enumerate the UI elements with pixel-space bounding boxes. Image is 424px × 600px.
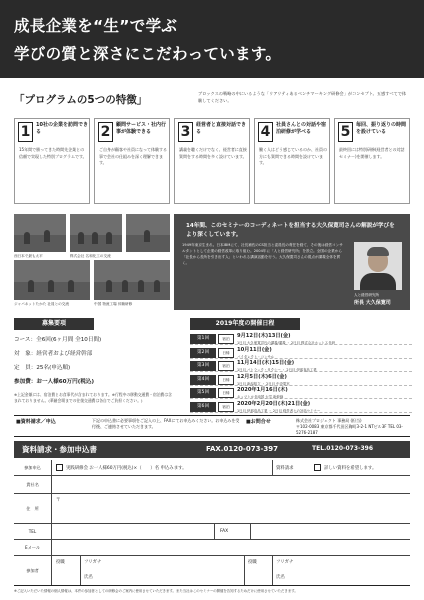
schedule-row [190, 359, 412, 372]
privacy-footnote: ※ご記入いただいた情報の個人情報は、本件の参加者としての研修会のご案内に使用させていただきます。また当社はこのセミナーの開催を告知するためだけに使用させていただきます。 [14, 589, 298, 593]
feature-heading: 社員さんとの対話や宿泊研修が学べる [276, 122, 327, 135]
request-checkbox[interactable] [314, 464, 321, 471]
feature-number: 5 [338, 122, 353, 142]
form-row-email[interactable] [14, 540, 410, 556]
feature-body: 15年間で勝ってきた時間先企業との信頼で実現した特別プログラムです。 [19, 147, 87, 159]
form-row-attendee [14, 556, 410, 586]
lecturer-bio: 1949年東京生まれ。日本IBMにて、社長補佐のCS担当と委員長の責任を経て、その後は経営コンサルタントとして企業の経営改革に取り組む。2004年に「人と経営研究所」を設立。全国の企業から「社長から長所を引き出す人」といわれる講演活動を行う。大久保寛司さんの視点が講義全体を貫く。 [182, 243, 343, 265]
session-kind: 日帰 [218, 348, 234, 358]
fax-label: FAX [220, 529, 229, 534]
hero-title-line-2: 学びの質と深さにこだわっています。 [14, 45, 282, 63]
recruitment-note: ※上記金額には、宿泊費とお食事代が含まれております。※行程中の移動交通費・宿泊費は含まれておりません。(華厳会場までの往復交通費は各自でご負担ください。) [14, 392, 172, 403]
feature-body: 働く人はどう感じているのか、社員の方にも質問できる時間を設けています。 [259, 147, 327, 165]
tel-number: TEL.0120-073-396 [312, 445, 374, 452]
recruitment-label: 募集要項 [14, 318, 94, 330]
feature-card [174, 118, 250, 204]
form-row-apply [14, 460, 410, 476]
postal-mark: 〒 [56, 498, 61, 503]
lecturer-panel [174, 214, 410, 310]
session-number: 第4回 [190, 375, 216, 385]
schedule-row [190, 332, 412, 345]
session-place: 1日目 新潟県立 ・ 2日目 中央果実 [237, 381, 290, 386]
features-description: ブロックスの戦略の中にいるような「リアリティあるベンチマーキング研修会」がコンセプト。五感すべてで体験してください。 [198, 91, 407, 103]
features-title: 「プログラムの5つの特徴」 [14, 94, 148, 106]
session-date: 10月11日(金) [237, 346, 272, 353]
lecturer-lead: 14年間、このセミナーのコーディネートを担当する大久保寛司さんの解説が学びをより深くしています。 [186, 223, 395, 238]
email-label: Eメール [14, 540, 52, 555]
session-date: 12月5日(木)6日(金) [237, 373, 287, 380]
session-place: 1日目 バトラック・タクシー ・ 2日目 伊那食品工業 [237, 368, 317, 372]
session-date: 11月14日(木)15日(金) [237, 360, 295, 366]
feature-body: ご自身が顧客や社員になって体験する事で会社の仕組みを深く理解できます。 [99, 147, 167, 165]
recruitment-target: 対 象：経営者および経営幹部 [14, 351, 93, 357]
furigana-label: フリガナ [84, 560, 102, 565]
feature-number: 3 [178, 122, 193, 142]
feature-number: 1 [18, 122, 33, 142]
seminar-photo [126, 214, 170, 252]
apply-label: 参加申込 [14, 460, 52, 475]
request-label: 資料請求 [276, 466, 294, 471]
feature-number: 2 [98, 122, 113, 142]
form-request-label: ■資料請求／申込 [16, 419, 56, 425]
hero-title-line-1: 成長企業を“生”で学ぶ [14, 17, 178, 35]
photo-caption: ジャパネットたかた 社員との交流 [14, 302, 69, 306]
schedule-label: 2019年度の開催日程 [190, 318, 300, 330]
session-kind: 宿泊 [218, 402, 234, 412]
recruitment-fee: 参加費：お一人様60万円(税込) [14, 379, 95, 385]
lecturer-name: 所長 大久保寛司 [354, 300, 391, 306]
photo-caption: 中国 物流工場 体験研修 [94, 302, 133, 306]
seminar-photo [14, 214, 66, 258]
company-label: 貴社名 [14, 476, 52, 493]
name-label-2: 氏名 [276, 575, 285, 580]
form-row-company[interactable] [14, 476, 410, 494]
address-label: 住 所 [14, 494, 52, 523]
session-place: 1日目 伊那食品工業 ・ 2日目 経営者との対話セミナー [237, 408, 321, 413]
photo-caption: 株式会社 名和化工の交流 [70, 254, 111, 258]
feature-heading: 経営者と直接対話できる [196, 122, 247, 135]
feature-heading: 10社の企業を訪問できる [36, 122, 88, 135]
session-kind: 宿泊 [218, 361, 234, 371]
form-title: 資料請求・参加申込書 [22, 445, 97, 454]
position-label-2: 役職 [248, 560, 257, 565]
session-place: 1日目 大久保寛司氏の講義/講義 ・ 2日目 株式会社ホットスタ研 [237, 341, 335, 345]
feature-card [14, 118, 90, 204]
tel-label: TEL [14, 524, 52, 539]
session-number: 第3回 [190, 361, 216, 371]
feature-heading: 毎回、振り返りの時間を設けている [356, 122, 407, 135]
lecturer-affiliation: 人と経営研究所 [354, 293, 380, 297]
form-header [14, 415, 410, 437]
schedule-row [190, 386, 412, 399]
request-text: 詳しい資料を希望します。 [324, 466, 377, 471]
seminar-photo [94, 260, 170, 306]
session-number: 第5回 [190, 388, 216, 398]
feature-body: 講義を聴くだけでなく、経営者に直接質問をする時間を多く設けています。 [179, 147, 247, 159]
session-number: 第6回 [190, 402, 216, 412]
apply-text: 実践研修会 お一人様60万円(税込)×（ ）名 申込みます。 [66, 466, 187, 471]
seminar-photo [14, 260, 90, 306]
feature-heading: 顧問サービス・社内行事が体験できる [116, 122, 167, 135]
feature-number: 4 [258, 122, 273, 142]
furigana-label-2: フリガナ [276, 560, 294, 565]
form-instructions: 下記の申込書に必要事項をご記入の上、FAXにてお申込みください。お申込みを受付後、ご連絡させていただきます。 [92, 418, 240, 429]
lecturer-portrait [354, 242, 402, 290]
recruitment-capacity: 定 員：25名(申込順) [14, 365, 71, 371]
session-kind: 宿泊 [218, 334, 234, 344]
seminar-photo [70, 214, 122, 258]
position-label: 役職 [56, 560, 65, 565]
session-number: 第2回 [190, 348, 216, 358]
feature-card [254, 118, 330, 204]
session-date: 9月12日(木)13日(金) [237, 333, 291, 339]
feature-card [334, 118, 410, 204]
session-date: 2020年1月16日(木) [237, 387, 288, 393]
session-date: 2020年2月20日(木)21日(金) [237, 400, 311, 407]
fax-number: FAX.0120-073-397 [206, 445, 278, 453]
form-row-tel-fax [14, 524, 410, 540]
contact-label: ■お問合せ [246, 419, 271, 425]
recruitment-course: コース：全6回(6ヶ月間 全10日間) [14, 337, 102, 343]
session-place: ネッツトヨタ南国 大学 新幹線 [237, 395, 284, 399]
form-title-bar [14, 441, 410, 458]
name-label: 氏名 [84, 575, 93, 580]
schedule-row [190, 373, 412, 386]
contact-info: 株式会社プロジェクト 事務局 (担当) 〒102-0083 東京都千代田区麹町3-2-1 NTビル3F TEL 03-5276-2187 [296, 418, 403, 435]
session-place: バイタレクト・コンサル [237, 354, 275, 359]
session-kind: 日帰 [218, 388, 234, 398]
form-row-address[interactable] [14, 494, 410, 524]
attendee-label: 参加者 [14, 556, 52, 585]
session-number: 第1回 [190, 334, 216, 344]
schedule-row [190, 346, 412, 359]
feature-body: 最終回には特別研修(経営者との対話セミナー)を開催します。 [339, 147, 405, 159]
session-kind: 日帰 [218, 375, 234, 385]
feature-card [94, 118, 170, 204]
schedule-row [190, 400, 412, 413]
apply-checkbox[interactable] [56, 464, 63, 471]
photo-caption: 西日本で最も太平 [14, 254, 43, 258]
hero-banner [0, 0, 424, 78]
